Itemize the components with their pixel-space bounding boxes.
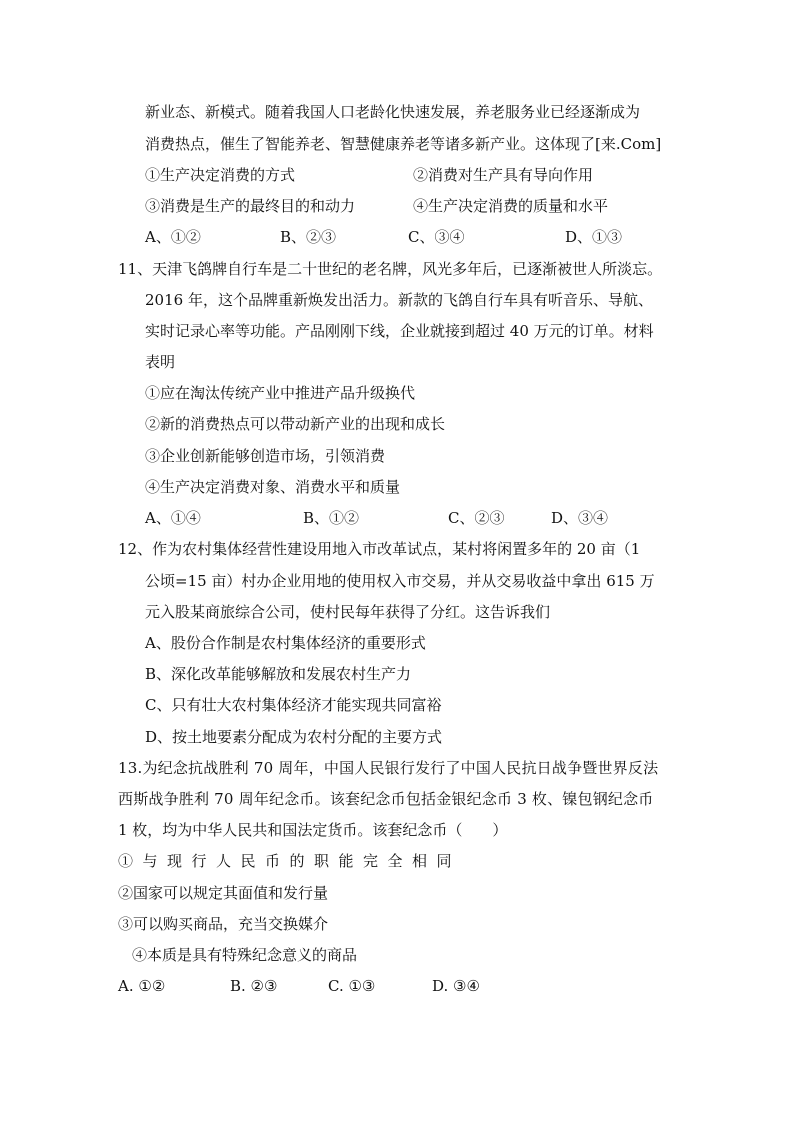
q11-option-c: C、②③ bbox=[448, 509, 505, 527]
q13-option-a: A. ①② bbox=[118, 977, 166, 995]
q10-option-d: D、①③ bbox=[565, 228, 623, 246]
q12-text-line-3: 元入股某商旅综合公司，使村民每年获得了分红。这告诉我们 bbox=[145, 603, 551, 621]
q11-option-a: A、①④ bbox=[145, 509, 201, 527]
q10-text-line-1: 新业态、新模式。随着我国人口老龄化快速发展，养老服务业已经逐渐成为 bbox=[145, 103, 641, 121]
q11-statement-2: ②新的消费热点可以带动新产业的出现和成长 bbox=[145, 415, 446, 433]
q12-choice-d: D、按土地要素分配成为农村分配的主要方式 bbox=[145, 728, 443, 746]
q10-option-b: B、②③ bbox=[280, 228, 337, 246]
q10-statement-1: ①生产决定消费的方式 bbox=[145, 166, 296, 184]
q13-option-c: C. ①③ bbox=[328, 977, 376, 995]
q11-text-line-2: 2016 年，这个品牌重新焕发出活力。新款的飞鸽自行车具有听音乐、导航、 bbox=[145, 291, 653, 309]
q10-statement-4: ④生产决定消费的质量和水平 bbox=[413, 197, 609, 215]
q12-choice-a: A、股份合作制是农村集体经济的重要形式 bbox=[145, 634, 426, 652]
q10-statement-3: ③消费是生产的最终目的和动力 bbox=[145, 197, 356, 215]
q11-option-d: D、③④ bbox=[551, 509, 609, 527]
q13-statement-3: ③可以购买商品，充当交换媒介 bbox=[118, 915, 329, 933]
q11-statement-3: ③企业创新能够创造市场，引领消费 bbox=[145, 447, 386, 465]
q13-statement-4: ④本质是具有特殊纪念意义的商品 bbox=[132, 946, 358, 964]
q10-option-c: C、③④ bbox=[408, 228, 465, 246]
q11-text-line-1: 11、天津飞鸽牌自行车是二十世纪的老名牌，风光多年后，已逐渐被世人所淡忘。 bbox=[118, 260, 663, 278]
q11-option-b: B、①② bbox=[303, 509, 360, 527]
q13-statement-2: ②国家可以规定其面值和发行量 bbox=[118, 884, 329, 902]
q12-choice-c: C、只有壮大农村集体经济才能实现共同富裕 bbox=[145, 696, 442, 714]
q11-statement-1: ①应在淘汰传统产业中推进产品升级换代 bbox=[145, 384, 416, 402]
q13-statement-1: ①与现行人民币的职能完全相同 bbox=[118, 852, 462, 870]
q10-text-line-2: 消费热点，催生了智能养老、智慧健康养老等诸多新产业。这体现了[来.Com] bbox=[145, 135, 662, 153]
q13-option-b: B. ②③ bbox=[230, 977, 278, 995]
q11-text-line-4: 表明 bbox=[145, 353, 176, 371]
q13-option-d: D. ③④ bbox=[432, 977, 480, 995]
q13-text-line-1: 13.为纪念抗战胜利 70 周年，中国人民银行发行了中国人民抗日战争暨世界反法 bbox=[118, 759, 659, 777]
q12-text-line-2: 公顷=15 亩）村办企业用地的使用权入市交易，并从交易收益中拿出 615 万 bbox=[145, 572, 655, 590]
q12-choice-b: B、深化改革能够解放和发展农村生产力 bbox=[145, 665, 412, 683]
q12-text-line-1: 12、作为农村集体经营性建设用地入市改革试点，某村将闲置多年的 20 亩（1 bbox=[118, 540, 641, 558]
q10-option-a: A、①② bbox=[145, 228, 201, 246]
q13-text-line-2: 西斯战争胜利 70 周年纪念币。该套纪念币包括金银纪念币 3 枚、镍包钢纪念币 bbox=[118, 790, 654, 808]
q10-statement-2: ②消费对生产具有导向作用 bbox=[413, 166, 594, 184]
q13-text-line-3: 1 枚，均为中华人民共和国法定货币。该套纪念币（ ） bbox=[118, 821, 508, 839]
q11-text-line-3: 实时记录心率等功能。产品刚刚下线，企业就接到超过 40 万元的订单。材料 bbox=[145, 322, 654, 340]
q11-statement-4: ④生产决定消费对象、消费水平和质量 bbox=[145, 478, 401, 496]
